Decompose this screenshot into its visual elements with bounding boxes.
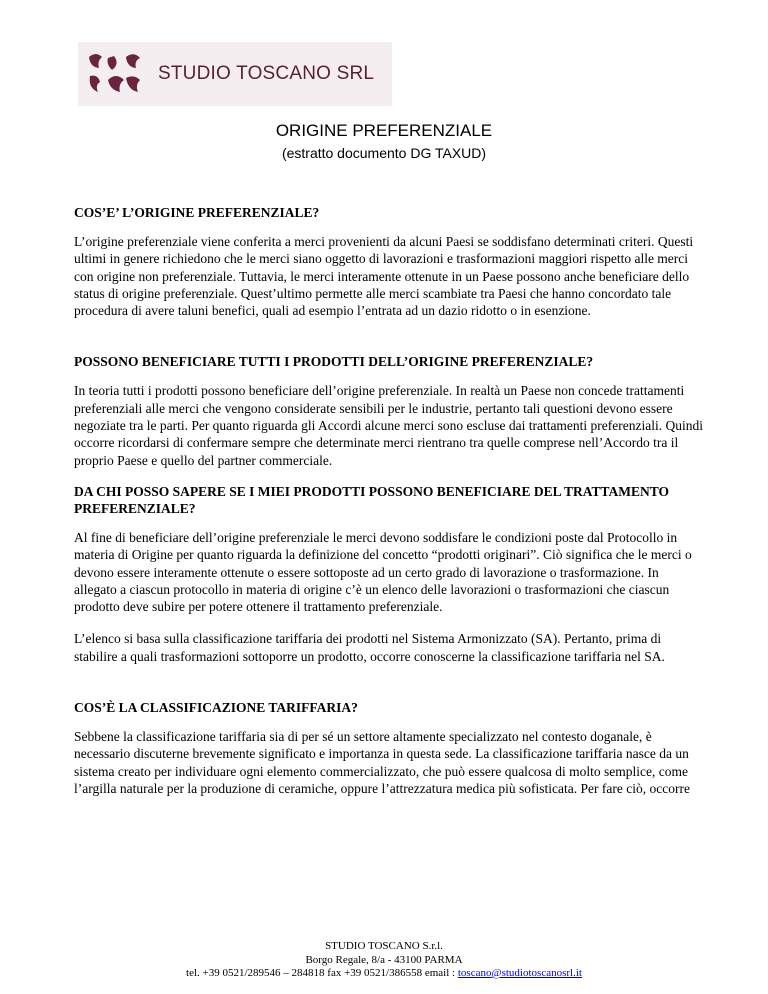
section-heading: COS’E’ L’ORIGINE PREFERENZIALE?	[74, 205, 320, 220]
logo-mark-icon	[86, 52, 144, 96]
company-name: STUDIO TOSCANO SRL	[158, 63, 375, 84]
document-body	[74, 204, 704, 797]
document-subtitle: (estratto documento DG TAXUD)	[281, 145, 487, 161]
section-origine-preferenziale	[74, 204, 704, 319]
footer-company: STUDIO TOSCANO S.r.l.	[325, 940, 443, 952]
section-heading: COS’È LA CLASSIFICAZIONE TARIFFARIA?	[74, 700, 358, 716]
document-title: ORIGINE PREFERENZIALE	[275, 121, 493, 140]
section-classificazione-tariffaria	[74, 699, 704, 797]
company-logo	[78, 42, 392, 106]
paragraph: L’elenco si basa sulla classificazione tariffaria dei prodotti nel Sistema Armonizzato (SA). Pertanto, prima di stabilire a quali trasformazioni sottoporre un prodotto, occorre conoscerne la classificazione tariffaria nel SA.	[74, 631, 665, 664]
paragraph: Sebbene la classificazione tariffaria sia di per sé un settore altamente specializzato nel contesto doganale, è necessario discuterne brevemente significato e importanza in questa sede. La classificazione tariffaria nasce da un sistema creato per individuare ogni elemento commercializzato, che può essere qualcosa di molto semplice, come l’argilla naturale per la produzione di ceramiche, oppure l’attrezzatura medica più sofisticata. Per fare ciò, occorre	[74, 729, 690, 796]
footer-phone-fax: tel. +39 0521/289546 – 284818 fax +39 0521/386558 email :	[186, 967, 458, 979]
paragraph: L’origine preferenziale viene conferita a merci provenienti da alcuni Paesi se soddisfano determinati criteri. Questi ultimi in genere richiedono che le merci siano oggetto di lavorazioni e trasformazioni maggiori rispetto alle merci con origine non preferenziale. Tuttavia, le merci interamente ottenute in un Paese possono anche beneficiare dello status di origine preferenziale. Quest’ultimo permette alle merci scambiate tra Paesi che hanno concordato tale procedura di avere taluni benefici, quali ad esempio l’entrata ad un dazio ridotto o in esenzione.	[74, 234, 694, 319]
footer-address: Borgo Regale, 8/a - 43100 PARMA	[305, 953, 463, 966]
paragraph: In teoria tutti i prodotti possono beneficiare dell’origine preferenziale. In realtà un Paese non concede trattamenti preferenziali alle merci che vengono considerate sensibili per le industrie, pertanto tali questioni devono essere negoziate tra le parti. Per quanto riguarda gli Accordi alcune merci sono escluse dai trattamenti preferenziali. Quindi occorre ricordarsi di confermare sempre che determinate merci rientrano tra quelle comprese nell’Accordo tra il proprio Paese e quello del partner commerciale.	[74, 383, 704, 468]
email-link[interactable]: toscano@studiotoscanosrl.it	[457, 967, 582, 979]
paragraph: Al fine di beneficiare dell’origine preferenziale le merci devono soddisfare le condizioni poste dal Protocollo in materia di Origine per quanto riguarda la definizione del concetto “prodotti originari”. Ciò significa che le merci o devono essere interamente ottenute o essere sottoposte ad un certo grado di lavorazione o trasformazione. In allegato a ciascun protocollo in materia di origine c’è un elenco delle lavorazioni o trasformazioni che ciascun prodotto deve subire per potere ottenere il trattamento preferenziale.	[74, 529, 692, 615]
section-beneficiare-prodotti	[74, 353, 704, 468]
section-trattamento-preferenziale	[74, 483, 704, 665]
page-footer	[0, 940, 768, 981]
section-heading: DA CHI POSSO SAPERE SE I MIEI PRODOTTI POSSONO BENEFICIARE DEL TRATTAMENTO PREFERENZIALE?	[74, 483, 670, 516]
section-heading: POSSONO BENEFICIARE TUTTI I PRODOTTI DELL’ORIGINE PREFERENZIALE?	[74, 354, 594, 370]
footer-contacts	[0, 967, 768, 981]
